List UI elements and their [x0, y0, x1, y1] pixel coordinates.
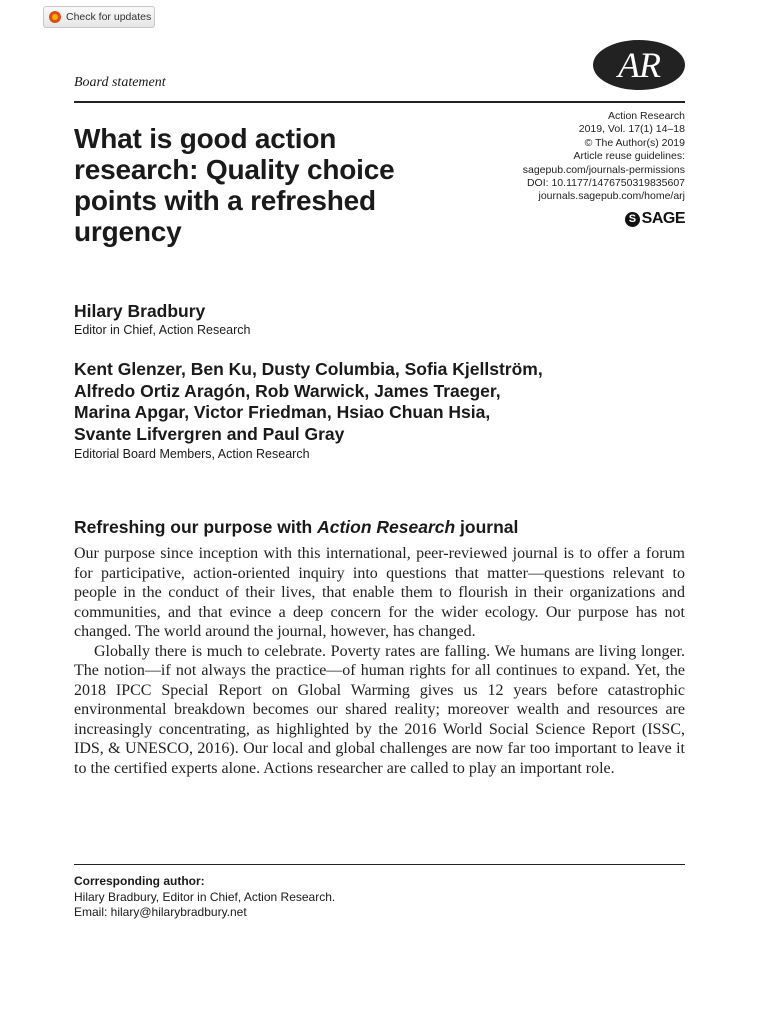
editor-name: Hilary Bradbury: [74, 301, 206, 321]
journal-name: Action Research: [607, 110, 685, 122]
body-paragraph: Globally there is much to celebrate. Poverty rates are falling. We humans are living longer. The notion—if not always the practice—of human rights for all continues to expand. Yet, the 2018 IPCC Special Report on Global Warming gives us 12 years before catastrophic environmental breakdown becomes our shared reality; moreover wealth and resources are increasingly concentrating, as highlighted by the 2016 World Social Science Report (ISSC, IDS, & UNESCO, 2016). Our local and global challenges are now far too important to leave it to the certified experts alone. Actions researcher are called to play an important role.: [74, 642, 685, 777]
board-names-line: Alfredo Ortiz Aragón, Rob Warwick, James Traeger,: [74, 380, 501, 401]
board-names-line: Kent Glenzer, Ben Ku, Dusty Columbia, Sofia Kjellström,: [74, 359, 543, 379]
editor-affiliation: Editor in Chief, Action Research: [74, 323, 251, 337]
check-for-updates-badge[interactable]: [43, 6, 155, 28]
article-title: What is good action research: Quality choice points with a refreshed urgency: [74, 123, 395, 247]
publisher-logo: [625, 210, 685, 228]
footnote-heading: Corresponding author:: [74, 874, 205, 888]
footnote-affiliation: Hilary Bradbury, Editor in Chief, Action Research.: [74, 889, 336, 904]
sage-s-icon: S: [625, 212, 640, 227]
doi[interactable]: DOI: 10.1177/1476750319835607: [526, 177, 685, 190]
section-heading: Refreshing our purpose with Action Research journal: [74, 517, 519, 537]
board-names-line: Marina Apgar, Victor Friedman, Hsiao Chuan Hsia,: [74, 402, 491, 422]
publisher-name: SAGE: [641, 210, 685, 227]
board-affiliation: Editorial Board Members, Action Research: [74, 447, 310, 461]
section-label: Board statement: [74, 75, 166, 90]
journal-name-italic: Action Research: [317, 517, 456, 537]
reuse-label: Article reuse guidelines:: [573, 150, 685, 163]
body-paragraph: Our purpose since inception with this international, peer-reviewed journal is to offer a forum for participative, action-oriented inquiry into questions that matter—questions relevant to people in the conduct of their lives, that enable them to flourish in their organizations and communities, and that evince a deep concern for the wider ecology. Our purpose has not changed. The world around the journal, however, has changed.: [74, 545, 685, 640]
corresponding-author-footnote: [74, 874, 335, 921]
article-metadata: [523, 110, 685, 204]
journal-home-link[interactable]: journals.sagepub.com/home/arj: [538, 190, 685, 203]
copyright: © The Author(s) 2019: [584, 136, 685, 149]
journal-logo: AR: [593, 40, 685, 90]
footnote-divider: [74, 864, 685, 865]
header-divider: [74, 101, 685, 103]
article-body: [74, 544, 685, 778]
volume-info: 2019, Vol. 17(1) 14–18: [578, 123, 685, 136]
crossmark-icon: [49, 11, 61, 23]
permissions-link[interactable]: sagepub.com/journals-permissions: [522, 163, 685, 176]
footnote-email[interactable]: Email: hilary@hilarybradbury.net: [74, 905, 247, 919]
check-for-updates-label: Check for updates: [66, 11, 152, 23]
board-member-names: [74, 359, 694, 445]
board-names-line: Svante Lifvergren and Paul Gray: [74, 423, 345, 444]
